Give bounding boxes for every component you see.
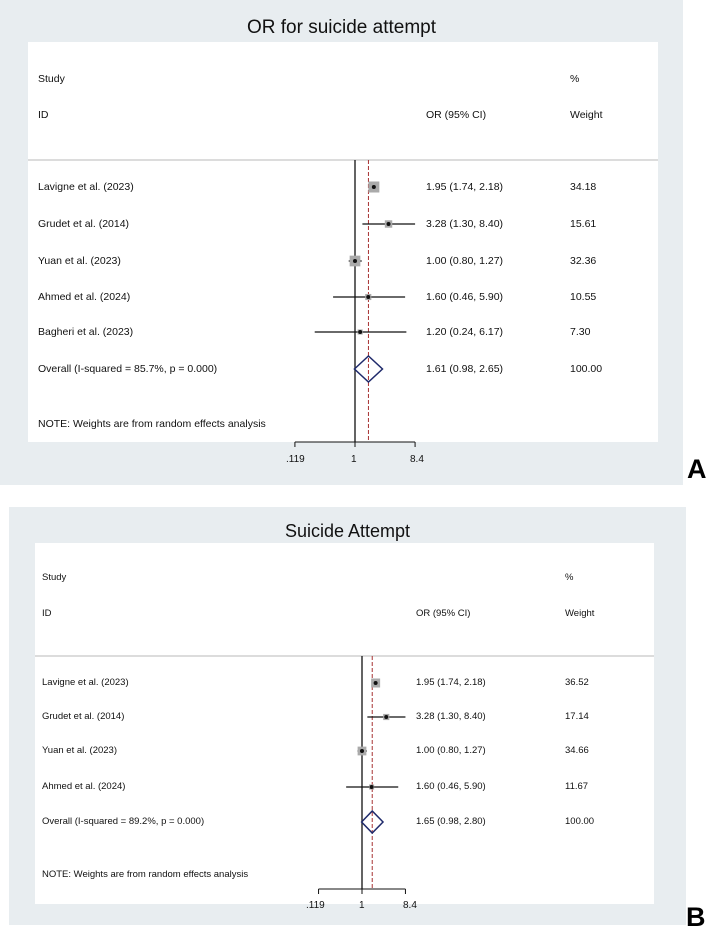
panel-b-study-name: Ahmed et al. (2024) xyxy=(42,781,126,792)
panel-b-study-name: Grudet et al. (2014) xyxy=(42,711,125,722)
panel-a-study-name: Lavigne et al. (2023) xyxy=(38,181,134,193)
panel-a-header-weight: Weight xyxy=(570,109,603,121)
panel-b-title: Suicide Attempt xyxy=(284,521,411,541)
panel-b-tick-label: 1 xyxy=(359,900,365,911)
panel-a-study-weight: 10.55 xyxy=(570,291,597,303)
panel-b-study-name: Yuan et al. (2023) xyxy=(42,745,117,756)
panel-b-study-weight: 34.66 xyxy=(565,745,589,756)
panel-b-header-id: ID xyxy=(42,608,52,619)
panel-b-study-ci: 1.95 (1.74, 2.18) xyxy=(416,677,486,688)
panel-b-overall-label: Overall (I-squared = 89.2%, p = 0.000) xyxy=(42,816,205,827)
panel-b-study-ci: 1.60 (0.46, 5.90) xyxy=(416,781,486,792)
panel-a-study-ci: 1.95 (1.74, 2.18) xyxy=(426,181,504,193)
panel-a-point-estimate xyxy=(366,295,370,299)
panel-a-header-or: OR (95% CI) xyxy=(426,109,487,121)
panel-b-study-weight: 36.52 xyxy=(565,677,589,688)
panel-a-header-percent: % xyxy=(570,73,580,85)
panel-b-header-or: OR (95% CI) xyxy=(416,608,471,619)
panel-a-study-name: Ahmed et al. (2024) xyxy=(38,291,131,303)
panel-a-title: OR for suicide attempt xyxy=(246,17,437,38)
panel-a-study-name: Yuan et al. (2023) xyxy=(38,255,121,267)
panel-a-study-name: Bagheri et al. (2023) xyxy=(38,326,134,338)
panel-b-study-weight: 11.67 xyxy=(565,781,589,792)
panel-a-tick-label: .119 xyxy=(286,454,305,465)
panel-a-overall-label: Overall (I-squared = 85.7%, p = 0.000) xyxy=(38,363,218,375)
panel-a-letter: A xyxy=(687,454,707,484)
panel-b-study-ci: 1.00 (0.80, 1.27) xyxy=(416,745,486,756)
panel-a-study-weight: 32.36 xyxy=(570,255,597,267)
panel-b-note: NOTE: Weights are from random effects analysis xyxy=(42,869,249,880)
panel-a-tick-label: 8.4 xyxy=(410,454,424,465)
panel-a-overall-ci: 1.61 (0.98, 2.65) xyxy=(426,363,504,375)
panel-b-header-weight: Weight xyxy=(565,608,595,619)
panel-a-study-weight: 7.30 xyxy=(570,326,591,338)
panel-a-study-weight: 15.61 xyxy=(570,218,597,230)
panel-a-study-ci: 3.28 (1.30, 8.40) xyxy=(426,218,504,230)
panel-a-point-estimate xyxy=(372,185,376,189)
panel-a-study-ci: 1.60 (0.46, 5.90) xyxy=(426,291,504,303)
panel-b-tick-label: .119 xyxy=(306,900,325,911)
panel-b-point-estimate xyxy=(374,681,378,685)
panel-b-header-study: Study xyxy=(42,572,67,583)
panel-b-point-estimate xyxy=(360,749,364,753)
panel-b-overall-ci: 1.65 (0.98, 2.80) xyxy=(416,816,486,827)
panel-a-header-study: Study xyxy=(38,73,65,85)
panel-a-point-estimate xyxy=(353,259,357,263)
panel-b-letter: B xyxy=(686,902,706,932)
panel-a-study-weight: 34.18 xyxy=(570,181,597,193)
panel-b-study-name: Lavigne et al. (2023) xyxy=(42,677,129,688)
panel-b-point-estimate xyxy=(370,785,374,789)
panel-a-point-estimate xyxy=(387,222,391,226)
panel-a-study-name: Grudet et al. (2014) xyxy=(38,218,130,230)
panel-b-tick-label: 8.4 xyxy=(403,900,417,911)
panel-a-overall-weight: 100.00 xyxy=(570,363,603,375)
panel-b-study-ci: 3.28 (1.30, 8.40) xyxy=(416,711,486,722)
panel-b-header-percent: % xyxy=(565,572,574,583)
panel-a-point-estimate xyxy=(358,330,362,334)
panel-a-study-ci: 1.20 (0.24, 6.17) xyxy=(426,326,504,338)
panel-a-tick-label: 1 xyxy=(351,454,357,465)
panel-b-overall-weight: 100.00 xyxy=(565,816,595,827)
panel-b-point-estimate xyxy=(384,715,388,719)
panel-a-header-id: ID xyxy=(38,109,49,121)
panel-a-study-ci: 1.00 (0.80, 1.27) xyxy=(426,255,504,267)
panel-b-study-weight: 17.14 xyxy=(565,711,589,722)
panel-a-note: NOTE: Weights are from random effects analysis xyxy=(38,418,266,430)
